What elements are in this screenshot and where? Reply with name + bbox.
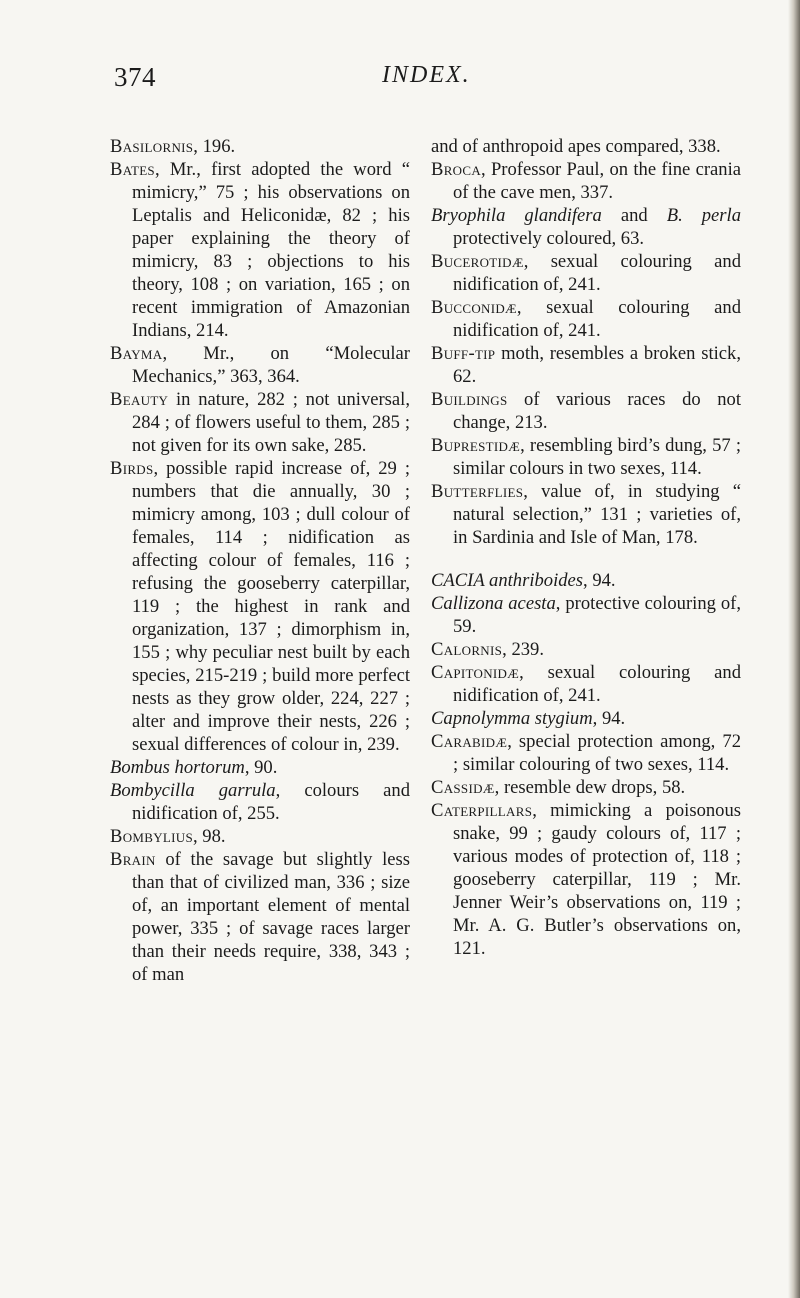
entry-head: Capnolymma stygium (431, 708, 593, 729)
entry-head: Capitonidæ (431, 662, 520, 683)
entry-text: , resemble dew drops, 58. (494, 777, 686, 798)
index-entry (431, 296, 741, 342)
index-entry (110, 457, 410, 756)
entry-text: , 196. (193, 136, 236, 157)
entry-head: Bucerotidæ (431, 251, 524, 272)
entry-text: , Mr., first adopted the word “ mimicry,” 75 ; his observations on Leptalis and Heliconidæ, 82 ; his paper explaining the theory of mimicry, 83 ; objections to his theory, 108 ; on variation, 165 ; on recent immigration of Amazonian Indians, 214. (132, 159, 410, 341)
entry-head: Basilornis (110, 136, 194, 157)
entry-head: CACIA anthriboides (431, 570, 584, 591)
entry-text: , sexual colouring and nidification of, 241. (453, 297, 741, 341)
page-number: 374 (114, 62, 156, 92)
index-entry (110, 388, 410, 457)
entry-head: Beauty (110, 389, 169, 410)
index-entry (431, 388, 741, 434)
index-entry (431, 776, 741, 799)
index-column-right (431, 135, 741, 960)
entry-head: Callizona acesta (431, 593, 556, 614)
index-entry (431, 480, 741, 549)
index-entry (431, 707, 741, 730)
entry-text: , Mr., on “Molecular Mechanics,” 363, 364. (132, 343, 410, 387)
index-entry (110, 135, 410, 158)
entry-head: Bryophila glandifera (431, 205, 602, 226)
entry-head: Calornis (431, 639, 503, 660)
running-title: INDEX. (382, 62, 471, 88)
entry-text: , 94. (583, 570, 616, 591)
entry-text: , colours and nidification of, 255. (132, 780, 410, 824)
entry-text: , sexual colouring and nidification of, 241. (453, 251, 741, 295)
entry-head: Buprestidæ (431, 435, 521, 456)
entry-head: Buff-tip (431, 343, 496, 364)
index-entry (431, 592, 741, 638)
entry-tail-text: protectively coloured, 63. (453, 228, 645, 249)
index-entry (431, 342, 741, 388)
entry-head: Bayma (110, 343, 163, 364)
entry-head: Bombus hortorum (110, 757, 245, 778)
index-entry (431, 158, 741, 204)
entry-text: , value of, in studying “ natural selection,” 131 ; varieties of, in Sardinia and Isle of Man, 178. (453, 481, 741, 548)
entry-head: Carabidæ (431, 731, 508, 752)
entry-text: , resembling bird’s dung, 57 ; similar colours in two sexes, 114. (453, 435, 741, 479)
entry-text: and of anthropoid apes compared, 338. (431, 136, 721, 157)
entry-head: Bombycilla garrula (110, 780, 276, 801)
entry-head: Bombylius (110, 826, 193, 847)
entry-text: moth, resembles a broken stick, 62. (453, 343, 741, 387)
entry-text: , 98. (193, 826, 226, 847)
index-entry (431, 730, 741, 776)
entry-head: Birds (110, 458, 154, 479)
index-entry (110, 342, 410, 388)
index-entry (110, 848, 410, 986)
entry-text: , possible rapid increase of, 29 ; numbers that die annually, 30 ; mimicry among, 103 ; dull colour of females, 114 ; nidification as affecting colour of females, 116 ; refusing the gooseberry caterpillar, 119 ; the highest in rank and organization, 137 ; dimorphism in, 155 ; why peculiar nest built by each species, 215-219 ; build more perfect nests as they grow older, 224, 227 ; alter and improve their nests, 226 ; sexual differences of colour in, 239. (132, 458, 410, 755)
entry-head: Caterpillars (431, 800, 533, 821)
entry-text: , special protection among, 72 ; similar colouring of two sexes, 114. (453, 731, 741, 775)
index-entry (110, 756, 410, 779)
entry-head: Cassidæ (431, 777, 495, 798)
index-entry (110, 779, 410, 825)
entry-head: Butterflies (431, 481, 524, 502)
entry-head: Buildings (431, 389, 508, 410)
entry-text: , 90. (244, 757, 278, 778)
entry-text: and (601, 205, 667, 226)
index-entry-continuation (431, 135, 741, 158)
entry-head: Broca (431, 159, 482, 180)
index-entry (431, 204, 741, 250)
entry-text: , protective colouring of, 59. (453, 593, 741, 637)
entry-text: , sexual colouring and nidification of, 241. (453, 662, 741, 706)
index-entry (110, 158, 410, 342)
entry-text: , 239. (502, 639, 544, 660)
index-entry (431, 799, 741, 960)
index-entry (110, 825, 410, 848)
index-entry (431, 638, 741, 661)
page-header (112, 62, 732, 102)
entry-text: in nature, 282 ; not universal, 284 ; of flowers useful to them, 285 ; not given for its own sake, 285. (132, 389, 410, 456)
entry-head: Brain (110, 849, 156, 870)
entry-text: , 94. (592, 708, 626, 729)
index-entry (431, 250, 741, 296)
index-entry (431, 569, 741, 592)
index-entry (431, 661, 741, 707)
index-entry (431, 434, 741, 480)
entry-text: of the savage but slightly less than that of civilized man, 336 ; size of, an important element of mental power, 335 ; of savage races larger than their needs require, 338, 343 ; of man (132, 849, 410, 985)
index-column-left (110, 135, 410, 986)
page-edge-shadow (788, 0, 800, 1298)
entry-text: , Professor Paul, on the fine crania of the cave men, 337. (453, 159, 741, 203)
entry-head: Bucconidæ (431, 297, 517, 318)
entry-tail-italic: B. perla (666, 205, 741, 226)
entry-head: Bates (110, 159, 155, 180)
entry-text: of various races do not change, 213. (453, 389, 741, 433)
entry-text: , mimicking a poisonous snake, 99 ; gaudy colours of, 117 ; various modes of protection of, 118 ; gooseberry caterpillar, 119 ; Mr. Jenner Weir’s observations on, 119 ; Mr. A. G. Butler’s observations on, 121. (453, 800, 741, 959)
